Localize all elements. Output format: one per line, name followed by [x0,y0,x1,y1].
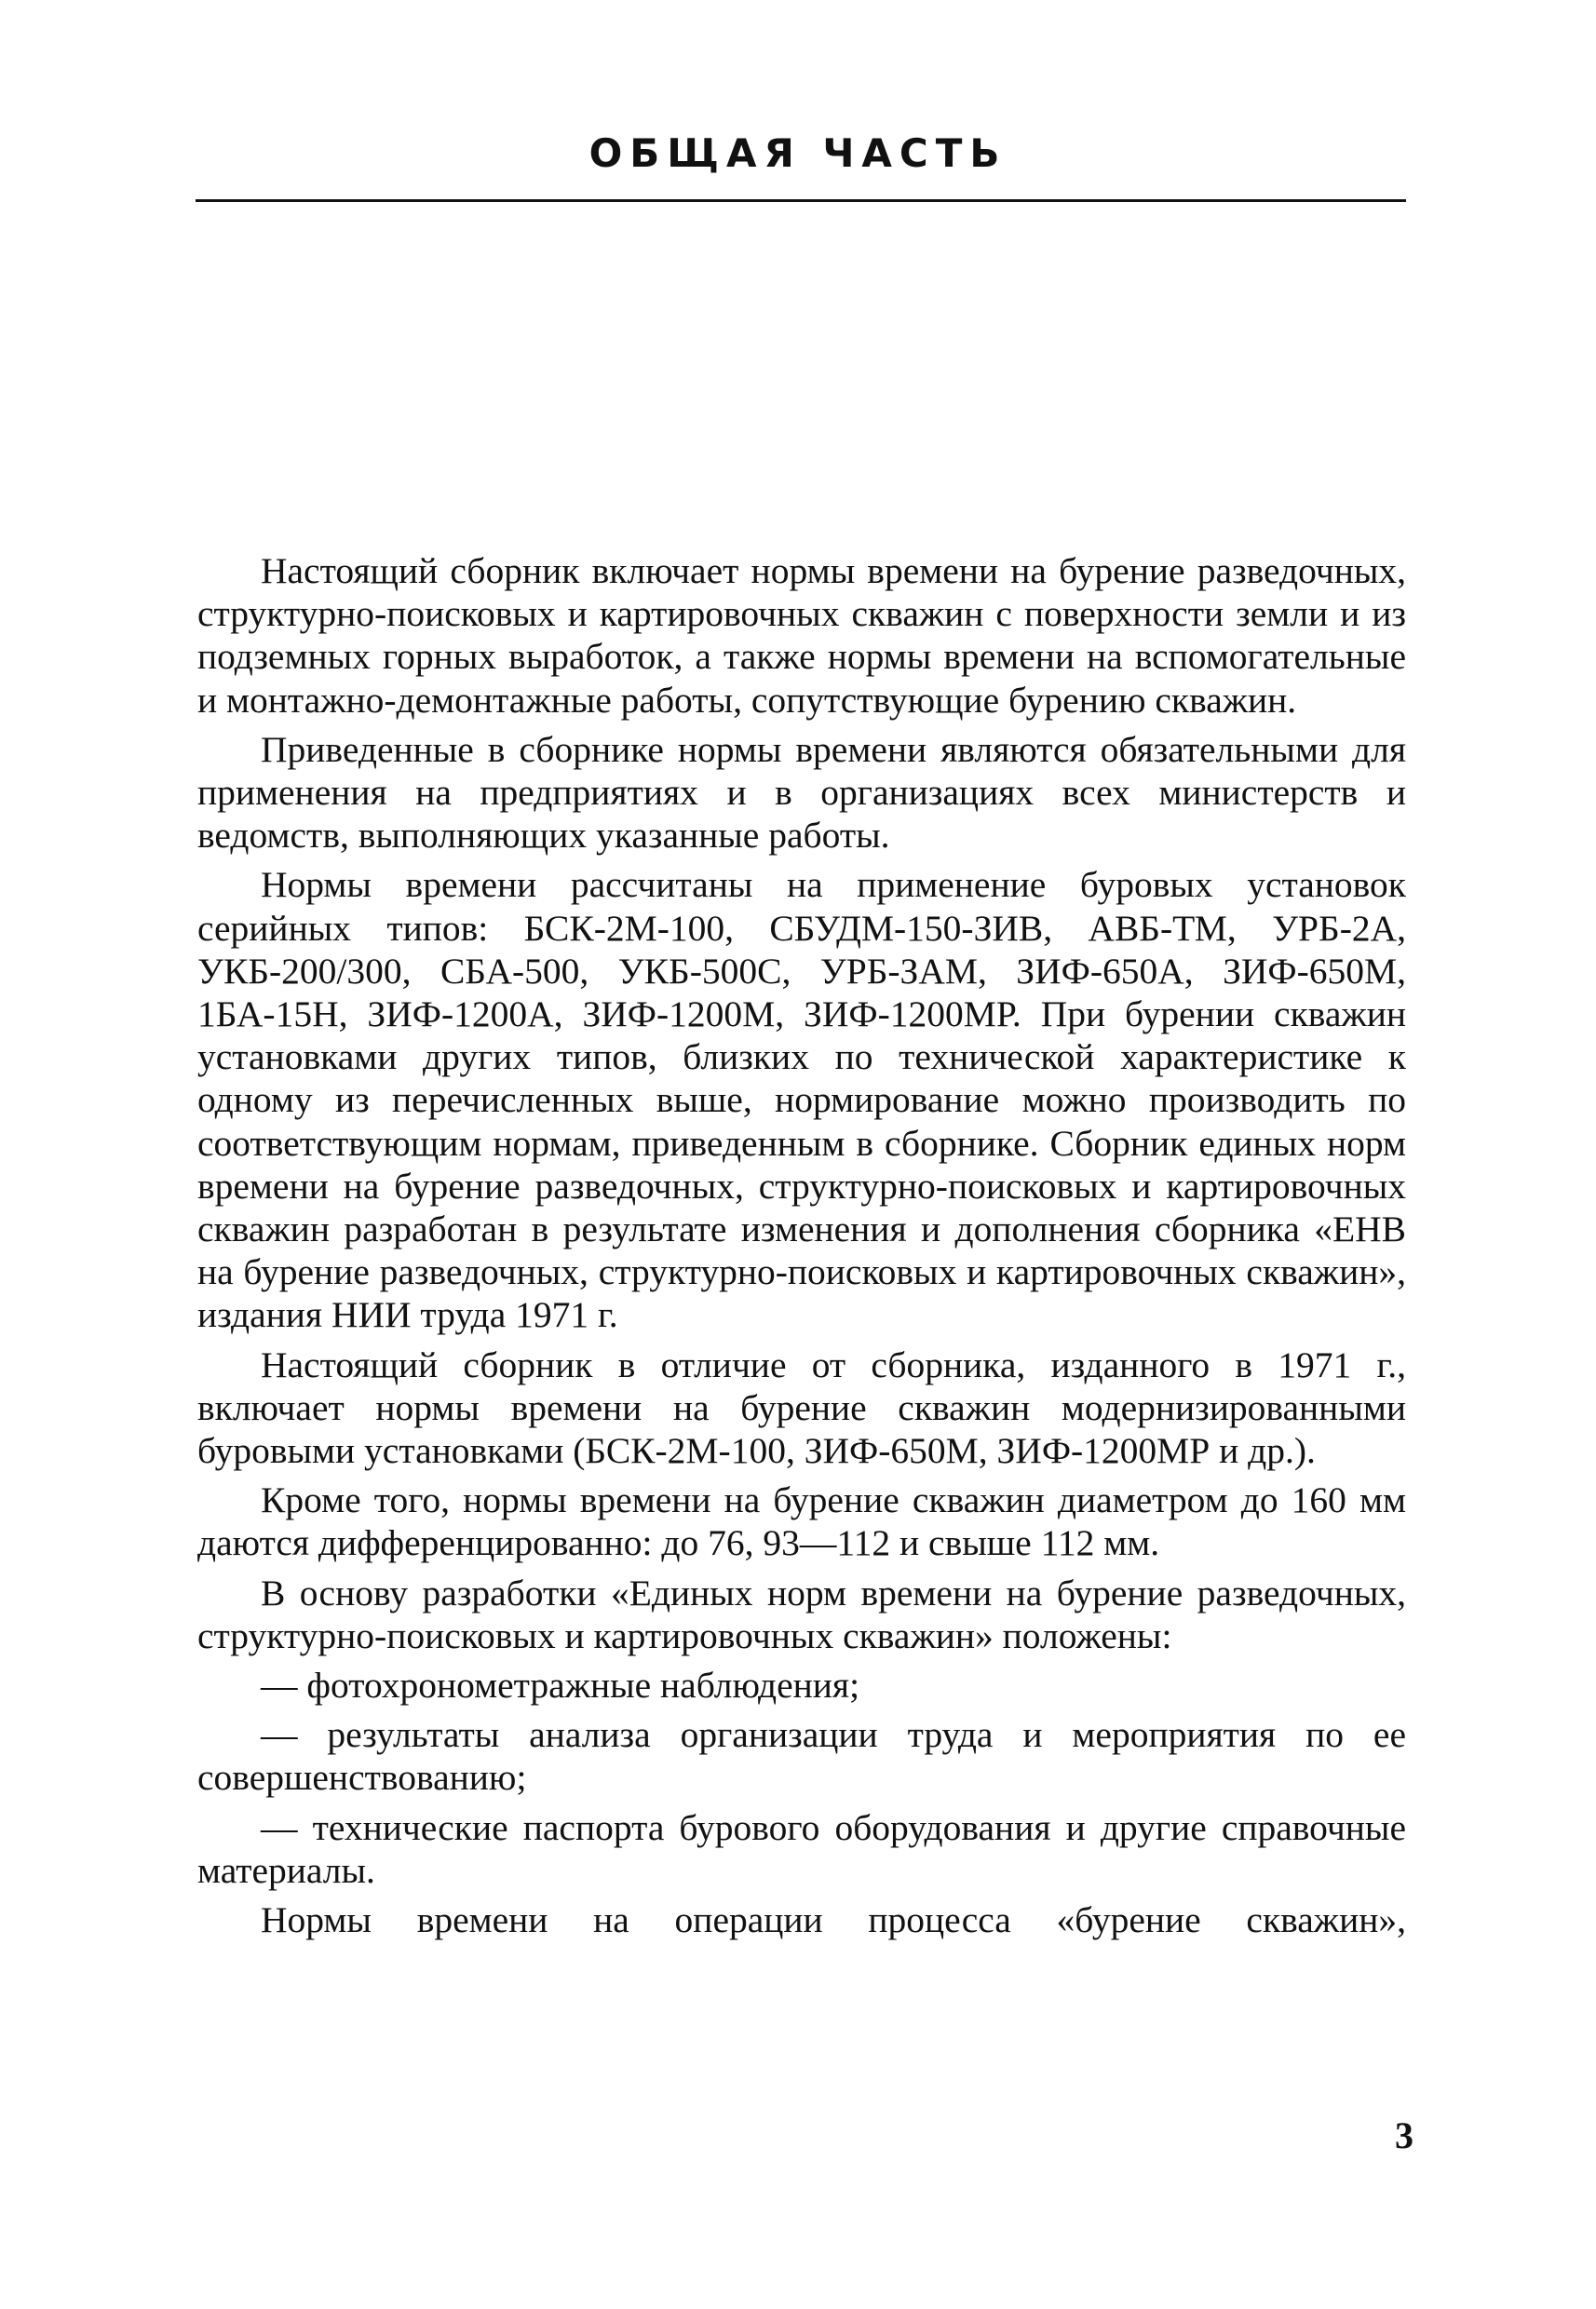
paragraph-differences: Настоящий сборник в отличие от сборника, изданного в 1971 г., включает нормы времени на бурение скважин модернизированными буровыми установками (БСК-2М-100, ЗИФ-650М, ЗИФ-1200МР и др.). [197,1344,1406,1472]
paragraph-equipment: Нормы времени рассчитаны на применение буровых установок серийных типов: БСК-2М-100, СБУДМ-150-ЗИВ, АВБ-ТМ, УРБ-2А, УКБ-200/300, СБА-500, УКБ-500С, УРБ-ЗАМ, ЗИФ-650А, ЗИФ-650М, 1БА-15Н, ЗИФ-1200А, ЗИФ-1200М, ЗИФ-1200МР. При бурении скважин установками других типов, близких по технической характеристике к одному из перечисленных выше, нормирование можно производить по соответствующим нормам, приведенным в сборнике. Сборник единых норм времени на бурение разведочных, структурно-поисковых и картировочных скважин разработан в результате изменения и дополнения сборника «ЕНВ на бурение разведочных, структурно-поисковых и картировочных скважин», издания НИИ труда 1971 г. [197,864,1406,1336]
paragraph-diameters: Кроме того, нормы времени на бурение скважин диаметром до 160 мм даются дифференцированно: до 76, 93—112 и свыше 112 мм. [197,1479,1406,1564]
body-text [197,549,1406,1948]
title-divider [196,199,1406,202]
paragraph-scope: Настоящий сборник включает нормы времени на бурение разведочных, структурно-поисковых и картировочных скважин с поверхности земли и из подземных горных выработок, а также нормы времени на вспомогательные и монтажно-демонтажные работы, сопутствующие бурению скважин. [197,550,1406,721]
paragraph-operations: Нормы времени на операции процесса «бурение скважин», [261,1899,1406,1941]
paragraph-basis: В основу разработки «Единых норм времени на бурение разведочных, структурно-поисковых и картировочных скважин» положены: [197,1572,1406,1656]
paragraph-obligation: Приведенные в сборнике нормы времени являются обязательными для применения на предприятиях и в организациях всех министерств и ведомств, выполняющих указанные работы. [197,728,1406,857]
list-item-analysis: — результаты анализа организации труда и мероприятия по ее совершенствованию; [197,1714,1406,1799]
list-item-observations: — фотохронометражные наблюдения; [261,1665,860,1707]
list-item-passports: — технические паспорта бурового оборудования и другие справочные материалы. [197,1806,1406,1891]
page-title: ОБЩАЯ ЧАСТЬ [588,130,1008,176]
page-number: 3 [1395,2114,1413,2156]
